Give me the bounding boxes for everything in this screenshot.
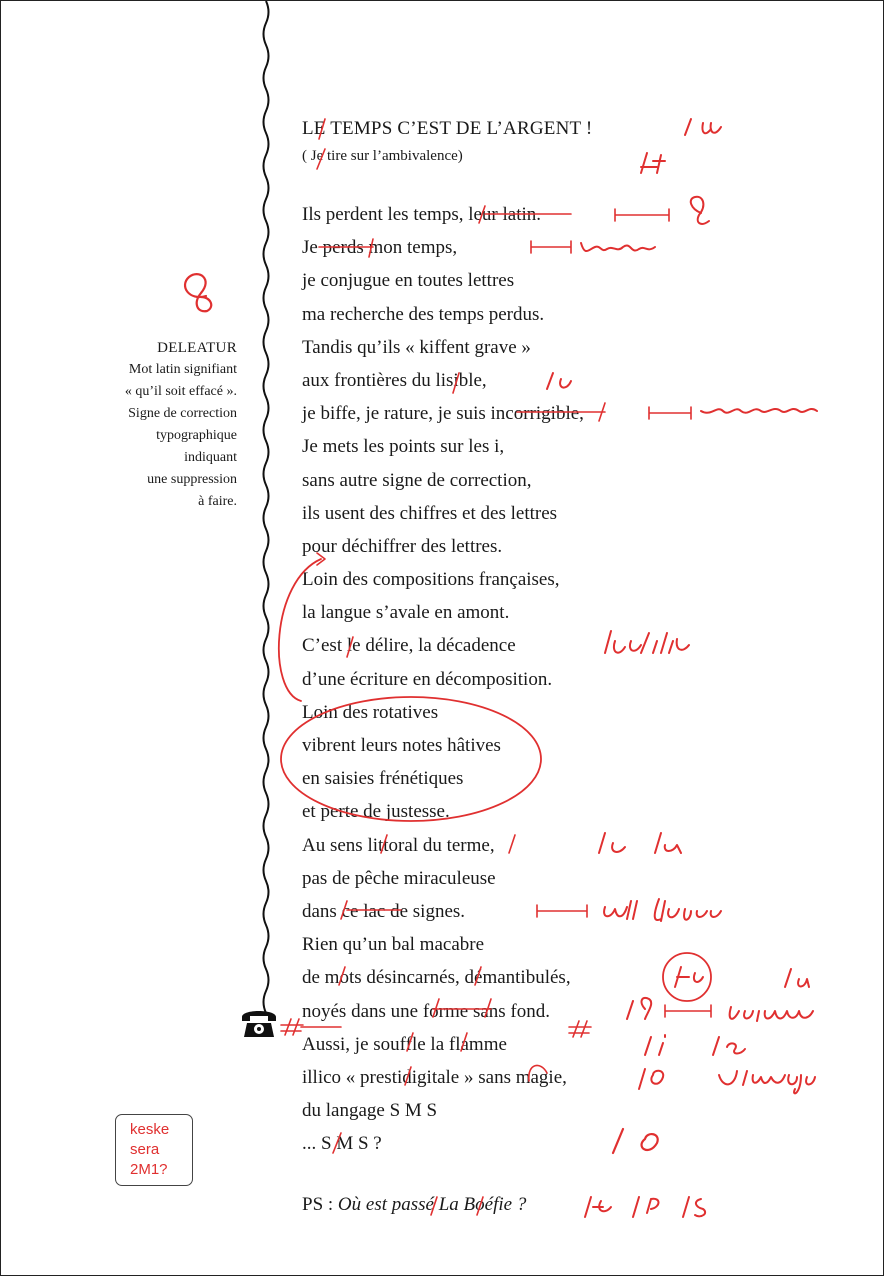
margin-note-line: Mot latin signifiant [128,362,237,377]
poem-line: Aussi, je souffle la flamme [302,1033,507,1055]
poem-line: je biffe, je rature, je suis incorrigible, [302,403,584,425]
poem-line: ils usent des chiffres et des lettres [302,502,558,524]
postscript-label: PS : [302,1194,338,1215]
poem-line: Loin des rotatives [302,701,439,723]
poem-line: en saisies frénétiques [302,768,464,790]
sms-sticker [115,1114,193,1186]
poem-line: vibrent leurs notes hâtives [302,735,501,756]
margin-note-line: indiquant [184,450,237,465]
poem-line: Je perds mon temps, [302,237,458,259]
poem-line: Tandis qu’ils « kiffent grave » [302,336,531,358]
deleatur-icon [185,274,211,311]
poem-line: Rien qu’un bal macabre [302,934,485,956]
poem-line: la langue s’avale en amont. [302,602,510,624]
poem-line: ma recherche des temps perdus. [302,303,545,325]
margin-note-line: « qu’il soit effacé ». [124,384,237,399]
poem-line: d’une écriture en décomposition. [302,668,553,690]
poem-line: aux frontières du lisible, [302,369,487,391]
sticker-line: keske [130,1121,170,1138]
poem-line: illico « prestidigitale » sans magie, [302,1066,567,1088]
poem-line: de mots désincarnés, démantibulés, [302,967,571,989]
poem-line: pas de pêche miraculeuse [302,867,496,889]
poem-line: sans autre signe de correction, [302,469,532,491]
poem-line: pour déchiffrer des lettres. [302,535,503,557]
poem-line: Loin des compositions françaises, [302,569,560,591]
margin-note-line: à faire. [198,494,237,509]
margin-note-term: DELEATUR [157,340,237,356]
poem-line: Ils perdent les temps, leur latin. [302,204,542,225]
postscript [302,1194,526,1216]
poem-line: Je mets les points sur les i, [302,436,505,458]
telephone-icon [239,1005,279,1041]
poem-line: dans ce lac de signes. [302,900,466,922]
poem-line: je conjugue en toutes lettres [302,270,515,292]
poem-body [302,198,584,1160]
margin-note-line: typographique [156,428,237,443]
poem-line: ... S M S ? [302,1133,382,1155]
postscript-text: Où est passé La Boéfie ? [337,1194,527,1215]
poem-line: Au sens littoral du terme, [302,834,495,856]
margin-note [1,337,237,513]
poem-subtitle: ( Je tire sur l’ambivalence) [302,148,463,164]
poem-line: du langage S M S [302,1100,438,1122]
sticker-line: sera [130,1141,160,1158]
poem-line: et perte de justesse. [302,801,450,823]
wavy-margin-line [251,1,281,1021]
wavy-line-path [264,1,269,1013]
margin-note-line: une suppression [147,472,237,487]
sticker-line: 2M1? [130,1161,168,1178]
margin-note-line: Signe de correction [128,406,237,421]
poem-line: noyés dans une forme sans fond. [302,1000,551,1022]
poem-line: C’est le délire, la décadence [302,635,516,657]
poem-title: LE TEMPS C’EST DE L’ARGENT ! [302,118,593,139]
